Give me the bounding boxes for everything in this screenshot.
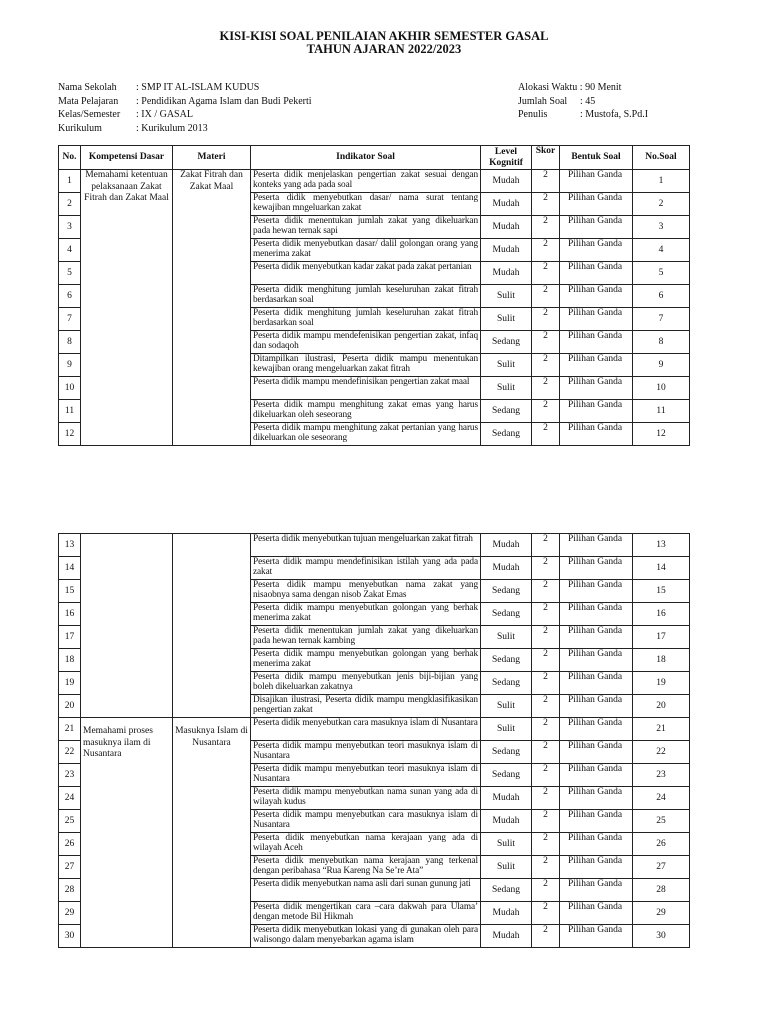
skor-cell: 2 (532, 626, 560, 649)
indikator-soal-cell: Peserta didik menyebutkan nama kerajaan yang terkenal dengan peribahasa “Rua Kareng Na Se’re Ata” (251, 856, 481, 879)
skor-cell: 2 (532, 787, 560, 810)
document-title-line2: TAHUN AJARAN 2022/2023 (306, 42, 462, 56)
bentuk-soal-cell: Pilihan Ganda (560, 400, 633, 423)
bentuk-soal-cell: Pilihan Ganda (560, 856, 633, 879)
indikator-soal-cell: Peserta didik menghitung jumlah keseluruhan zakat fitrah berdasarkan soal (251, 285, 481, 308)
bentuk-soal-cell: Pilihan Ganda (560, 833, 633, 856)
skor-cell: 2 (532, 649, 560, 672)
materi-cell: Zakat Fitrah dan Zakat Maal (173, 170, 251, 446)
no-soal-cell: 15 (633, 580, 690, 603)
info-label: Mata Pelajaran (58, 95, 119, 107)
no-soal-cell: 16 (633, 603, 690, 626)
no-soal-cell: 24 (633, 787, 690, 810)
no-soal-cell: 18 (633, 649, 690, 672)
school-info-block (58, 81, 312, 135)
no-soal-cell: 4 (633, 239, 690, 262)
row-number: 28 (59, 879, 81, 902)
bentuk-soal-cell: Pilihan Ganda (560, 239, 633, 262)
no-soal-cell: 10 (633, 377, 690, 400)
level-kognitif-cell: Sedang (481, 672, 532, 695)
info-value: : Kurikulum 2013 (136, 122, 208, 134)
level-kognitif-cell: Sulit (481, 377, 532, 400)
bentuk-soal-cell: Pilihan Ganda (560, 672, 633, 695)
skor-cell: 2 (532, 695, 560, 718)
no-soal-cell: 23 (633, 764, 690, 787)
info-label: Nama Sekolah (58, 82, 117, 93)
no-soal-cell: 1 (633, 170, 690, 193)
level-kognitif-cell: Mudah (481, 170, 532, 193)
no-soal-cell: 29 (633, 902, 690, 925)
indikator-soal-cell: Peserta didik mampu mendefinisikan istilah yang ada pada zakat (251, 557, 481, 580)
indikator-soal-cell: Peserta didik mampu menyebutkan cara masuknya islam di Nusantara (251, 810, 481, 833)
header-no: No. (59, 146, 81, 170)
indikator-soal-cell: Ditampilkan ilustrasi, Peserta didik mampu menentukan kewajiban orang mengeluarkan zakat fitrah (251, 354, 481, 377)
bentuk-soal-cell: Pilihan Ganda (560, 810, 633, 833)
info-row-count (518, 95, 648, 109)
bentuk-soal-cell: Pilihan Ganda (560, 741, 633, 764)
bentuk-soal-cell: Pilihan Ganda (560, 902, 633, 925)
info-value: : Mustofa, S.Pd.I (580, 109, 649, 120)
kompetensi-dasar-cell (81, 534, 173, 718)
info-row-curriculum (58, 122, 312, 136)
info-value: : IX / GASAL (136, 109, 193, 120)
header-bentuk-soal: Bentuk Soal (560, 146, 633, 170)
skor-cell: 2 (532, 603, 560, 626)
level-kognitif-cell: Sedang (481, 423, 532, 446)
level-kognitif-cell: Sulit (481, 308, 532, 331)
no-soal-cell: 9 (633, 354, 690, 377)
info-label: Kelas/Semester (58, 109, 121, 120)
indikator-soal-cell: Peserta didik mampu menyebutkan golongan yang berhak menerima zakat (251, 649, 481, 672)
info-label: Penulis (518, 109, 548, 120)
indikator-soal-cell: Peserta didik menyebutkan dasar/ nama surat tentang kewajiban mngeluarkan zakat (251, 193, 481, 216)
skor-cell: 2 (532, 810, 560, 833)
row-number: 16 (59, 603, 81, 626)
row-number: 1 (59, 170, 81, 193)
no-soal-cell: 11 (633, 400, 690, 423)
no-soal-cell: 8 (633, 331, 690, 354)
level-kognitif-cell: Sedang (481, 879, 532, 902)
no-soal-cell: 12 (633, 423, 690, 446)
row-number: 19 (59, 672, 81, 695)
row-number: 9 (59, 354, 81, 377)
header-level-kognitif: Level Kognitif (481, 146, 532, 170)
skor-cell: 2 (532, 741, 560, 764)
row-number: 7 (59, 308, 81, 331)
level-kognitif-cell: Mudah (481, 557, 532, 580)
row-number: 21 (59, 718, 81, 741)
indikator-soal-cell: Peserta didik mampu menyebutkan nama sunan yang ada di wilayah kudus (251, 787, 481, 810)
level-kognitif-cell: Mudah (481, 925, 532, 948)
row-number: 17 (59, 626, 81, 649)
row-number: 14 (59, 557, 81, 580)
info-value: : Pendidikan Agama Islam dan Budi Pekerti (136, 95, 312, 107)
bentuk-soal-cell: Pilihan Ganda (560, 557, 633, 580)
no-soal-cell: 6 (633, 285, 690, 308)
indikator-soal-cell: Peserta didik mampu mendefenisikan pengertian zakat, infaq dan sodaqoh (251, 331, 481, 354)
no-soal-cell: 28 (633, 879, 690, 902)
skor-cell: 2 (532, 308, 560, 331)
info-value: : SMP IT AL-ISLAM KUDUS (136, 82, 260, 93)
level-kognitif-cell: Sulit (481, 285, 532, 308)
indikator-soal-cell: Disajikan ilustrasi, Peserta didik mampu mengklasifikasikan pengertian zakat (251, 695, 481, 718)
skor-cell: 2 (532, 902, 560, 925)
info-value: : 45 (580, 95, 596, 107)
level-kognitif-cell: Sedang (481, 764, 532, 787)
bentuk-soal-cell: Pilihan Ganda (560, 925, 633, 948)
skor-cell: 2 (532, 718, 560, 741)
indikator-soal-cell: Peserta didik mampu menghitung zakat pertanian yang harus dikeluarkan ole seseorang (251, 423, 481, 446)
no-soal-cell: 22 (633, 741, 690, 764)
info-row-author (518, 108, 648, 122)
level-kognitif-cell: Sedang (481, 603, 532, 626)
bentuk-soal-cell: Pilihan Ganda (560, 216, 633, 239)
skor-cell: 2 (532, 331, 560, 354)
level-kognitif-cell: Sulit (481, 856, 532, 879)
info-value: : 90 Menit (577, 82, 622, 93)
bentuk-soal-cell: Pilihan Ganda (560, 262, 633, 285)
level-kognitif-cell: Mudah (481, 216, 532, 239)
row-number: 15 (59, 580, 81, 603)
indikator-soal-cell: Peserta didik menjelaskan pengertian zakat sesuai dengan konteks yang ada pada soal (251, 170, 481, 193)
indikator-soal-cell: Peserta didik menyebutkan nama kerajaan yang ada di wilayah Aceh (251, 833, 481, 856)
skor-cell: 2 (532, 580, 560, 603)
bentuk-soal-cell: Pilihan Ganda (560, 787, 633, 810)
row-number: 2 (59, 193, 81, 216)
skor-cell: 2 (532, 354, 560, 377)
row-number: 13 (59, 534, 81, 557)
bentuk-soal-cell: Pilihan Ganda (560, 764, 633, 787)
kompetensi-dasar-cell (81, 718, 173, 948)
skor-cell: 2 (532, 833, 560, 856)
level-kognitif-cell: Mudah (481, 810, 532, 833)
skor-cell: 2 (532, 193, 560, 216)
no-soal-cell: 13 (633, 534, 690, 557)
indikator-soal-cell: Peserta didik menghitung jumlah keseluruhan zakat fitrah berdasarkan soal (251, 308, 481, 331)
level-kognitif-cell: Mudah (481, 787, 532, 810)
row-number: 6 (59, 285, 81, 308)
level-kognitif-cell: Sedang (481, 331, 532, 354)
document-title-line1: KISI-KISI SOAL PENILAIAN AKHIR SEMESTER GASAL (219, 29, 549, 43)
skor-cell: 2 (532, 856, 560, 879)
indikator-soal-cell: Peserta didik mampu menyebutkan nama zakat yang nisaobnya sama dengan nisob Zakat Emas (251, 580, 481, 603)
skor-cell: 2 (532, 672, 560, 695)
skor-cell: 2 (532, 377, 560, 400)
row-number: 23 (59, 764, 81, 787)
level-kognitif-cell: Sulit (481, 718, 532, 741)
no-soal-cell: 21 (633, 718, 690, 741)
skor-cell: 2 (532, 400, 560, 423)
indikator-soal-cell: Peserta didik mampu menyebutkan golongan yang berhak menerima zakat (251, 603, 481, 626)
no-soal-cell: 19 (633, 672, 690, 695)
no-soal-cell: 2 (633, 193, 690, 216)
skor-cell: 2 (532, 534, 560, 557)
info-label: Alokasi Waktu (518, 82, 578, 93)
no-soal-cell: 20 (633, 695, 690, 718)
info-row-subject (58, 95, 312, 109)
level-kognitif-cell: Sulit (481, 626, 532, 649)
skor-cell: 2 (532, 262, 560, 285)
level-kognitif-cell: Sulit (481, 833, 532, 856)
indikator-soal-cell: Peserta didik mampu menyebutkan teori masuknya islam di Nusantara (251, 764, 481, 787)
row-number: 26 (59, 833, 81, 856)
indikator-soal-cell: Peserta didik mampu menyebutkan jenis biji-bijian yang boleh dikeluarkan zakatnya (251, 672, 481, 695)
level-kognitif-cell: Sedang (481, 580, 532, 603)
kompetensi-dasar-cell: Memahami ketentuan pelaksanaan Zakat Fitrah dan Zakat Maal (81, 170, 173, 446)
exam-info-block (518, 81, 648, 122)
bentuk-soal-cell: Pilihan Ganda (560, 649, 633, 672)
bentuk-soal-cell: Pilihan Ganda (560, 193, 633, 216)
skor-cell: 2 (532, 285, 560, 308)
bentuk-soal-cell: Pilihan Ganda (560, 580, 633, 603)
indikator-soal-cell: Peserta didik mampu menghitung zakat emas yang harus dikeluarkan oleh seseorang (251, 400, 481, 423)
no-soal-cell: 25 (633, 810, 690, 833)
table-row (59, 170, 690, 193)
table-row (59, 534, 690, 557)
level-kognitif-cell: Mudah (481, 193, 532, 216)
row-number: 4 (59, 239, 81, 262)
bentuk-soal-cell: Pilihan Ganda (560, 603, 633, 626)
info-row-school (58, 81, 312, 95)
row-number: 29 (59, 902, 81, 925)
bentuk-soal-cell: Pilihan Ganda (560, 354, 633, 377)
info-label: Jumlah Soal (518, 95, 568, 107)
header-materi: Materi (173, 146, 251, 170)
bentuk-soal-cell: Pilihan Ganda (560, 718, 633, 741)
bentuk-soal-cell: Pilihan Ganda (560, 285, 633, 308)
header-no-soal: No.Soal (633, 146, 690, 170)
bentuk-soal-cell: Pilihan Ganda (560, 377, 633, 400)
indikator-soal-cell: Peserta didik menyebutkan nama asli dari sunan gunung jati (251, 879, 481, 902)
row-number: 22 (59, 741, 81, 764)
header-kompetensi-dasar: Kompetensi Dasar (81, 146, 173, 170)
materi-text: Masuknya Islam di Nusantara (175, 726, 248, 748)
info-label: Kurikulum (58, 122, 102, 134)
bentuk-soal-cell: Pilihan Ganda (560, 331, 633, 354)
bentuk-soal-cell: Pilihan Ganda (560, 879, 633, 902)
no-soal-cell: 26 (633, 833, 690, 856)
level-kognitif-cell: Mudah (481, 262, 532, 285)
indikator-soal-cell: Peserta didik menentukan jumlah zakat yang dikeluarkan pada hewan ternak sapi (251, 216, 481, 239)
header-indikator-soal: Indikator Soal (251, 146, 481, 170)
row-number: 30 (59, 925, 81, 948)
row-number: 3 (59, 216, 81, 239)
no-soal-cell: 17 (633, 626, 690, 649)
indikator-soal-cell: Peserta didik menyebutkan kadar zakat pada zakat pertanian (251, 262, 481, 285)
row-number: 10 (59, 377, 81, 400)
row-number: 12 (59, 423, 81, 446)
bentuk-soal-cell: Pilihan Ganda (560, 423, 633, 446)
header-skor: Skor (532, 146, 560, 170)
no-soal-cell: 30 (633, 925, 690, 948)
kompetensi-dasar-text: Memahami proses masuknya ilam di Nusantara (83, 726, 153, 759)
row-number: 8 (59, 331, 81, 354)
no-soal-cell: 7 (633, 308, 690, 331)
skor-cell: 2 (532, 216, 560, 239)
kisi-kisi-table-page2 (58, 533, 690, 948)
indikator-soal-cell: Peserta didik menyebutkan tujuan mengeluarkan zakat fitrah (251, 534, 481, 557)
skor-cell: 2 (532, 239, 560, 262)
level-kognitif-cell: Sedang (481, 400, 532, 423)
skor-cell: 2 (532, 925, 560, 948)
level-kognitif-cell: Sulit (481, 695, 532, 718)
info-row-class (58, 108, 312, 122)
bentuk-soal-cell: Pilihan Ganda (560, 170, 633, 193)
row-number: 27 (59, 856, 81, 879)
materi-cell (173, 534, 251, 718)
indikator-soal-cell: Peserta didik mampu mendefinisikan pengertian zakat maal (251, 377, 481, 400)
indikator-soal-cell: Peserta didik mengertikan cara –cara dakwah para Ulama’ dengan metode Bil Hikmah (251, 902, 481, 925)
row-number: 5 (59, 262, 81, 285)
info-row-time (518, 81, 648, 95)
no-soal-cell: 3 (633, 216, 690, 239)
skor-cell: 2 (532, 879, 560, 902)
level-kognitif-cell: Mudah (481, 534, 532, 557)
kisi-kisi-table-page1 (58, 145, 690, 446)
no-soal-cell: 5 (633, 262, 690, 285)
indikator-soal-cell: Peserta didik menyebutkan lokasi yang di gunakan oleh para walisongo dalam menyebarkan agama islam (251, 925, 481, 948)
skor-cell: 2 (532, 764, 560, 787)
bentuk-soal-cell: Pilihan Ganda (560, 626, 633, 649)
no-soal-cell: 14 (633, 557, 690, 580)
indikator-soal-cell: Peserta didik menyebutkan dasar/ dalil golongan orang yang menerima zakat (251, 239, 481, 262)
row-number: 11 (59, 400, 81, 423)
level-kognitif-cell: Mudah (481, 239, 532, 262)
level-kognitif-cell: Sedang (481, 741, 532, 764)
indikator-soal-cell: Peserta didik mampu menyebutkan teori masuknya islam di Nusantara (251, 741, 481, 764)
row-number: 24 (59, 787, 81, 810)
bentuk-soal-cell: Pilihan Ganda (560, 695, 633, 718)
indikator-soal-cell: Peserta didik menyebutkan cara masuknya islam di Nusantara (251, 718, 481, 741)
bentuk-soal-cell: Pilihan Ganda (560, 534, 633, 557)
table-header-row (59, 146, 690, 170)
level-kognitif-cell: Mudah (481, 902, 532, 925)
skor-cell: 2 (532, 423, 560, 446)
level-kognitif-cell: Sedang (481, 649, 532, 672)
row-number: 25 (59, 810, 81, 833)
table-row (59, 718, 690, 741)
row-number: 20 (59, 695, 81, 718)
skor-cell: 2 (532, 170, 560, 193)
no-soal-cell: 27 (633, 856, 690, 879)
skor-cell: 2 (532, 557, 560, 580)
level-kognitif-cell: Sulit (481, 354, 532, 377)
bentuk-soal-cell: Pilihan Ganda (560, 308, 633, 331)
row-number: 18 (59, 649, 81, 672)
materi-cell (173, 718, 251, 948)
indikator-soal-cell: Peserta didik menentukan jumlah zakat yang dikeluarkan pada hewan ternak kambing (251, 626, 481, 649)
